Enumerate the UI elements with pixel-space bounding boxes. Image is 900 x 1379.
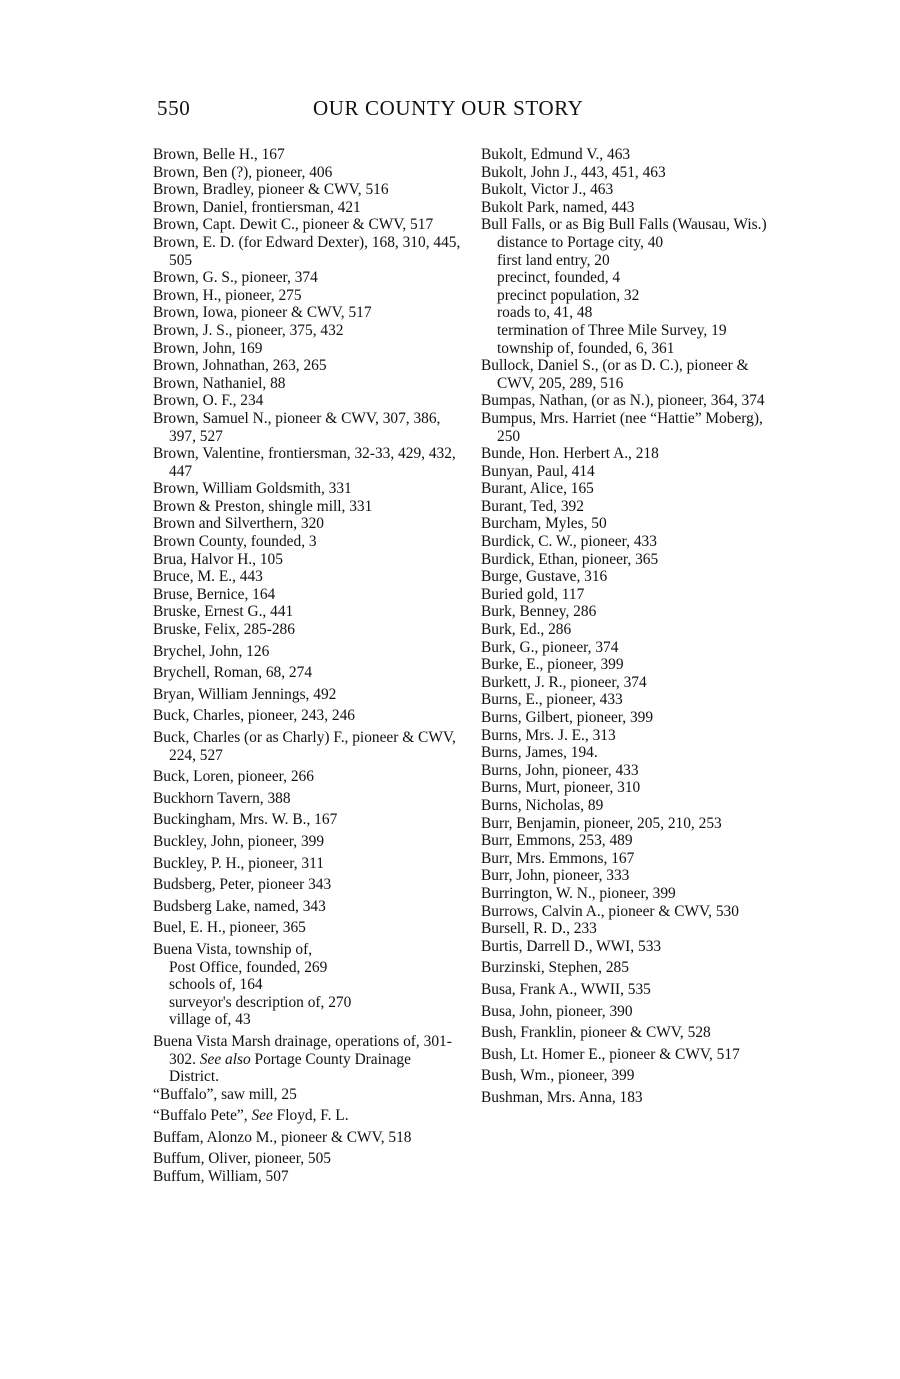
- index-entry: Brua, Halvor H., 105: [153, 550, 283, 568]
- index-entry: Brown, Samuel N., pioneer & CWV, 307, 386, 397, 527: [153, 409, 441, 445]
- index-entry: Buffam, Alonzo M., pioneer & CWV, 518: [153, 1128, 412, 1146]
- index-entry: Brown, William Goldsmith, 331: [153, 480, 352, 498]
- index-entry: Buena Vista Marsh drainage, operations of, 301-302. See also Portage County Drainage District.: [153, 1032, 452, 1086]
- index-entry: Brown, John, 169: [153, 339, 263, 357]
- index-entry: Burns, Murt, pioneer, 310: [481, 779, 641, 797]
- index-entry: Burcham, Myles, 50: [481, 515, 607, 533]
- index-entry: Bukolt, Edmund V., 463: [481, 146, 631, 163]
- index-entry: Brown and Silverthern, 320: [153, 515, 324, 533]
- index-entry: Burge, Gustave, 316: [481, 568, 608, 586]
- index-entry: Burns, James, 194.: [481, 744, 598, 762]
- index-entry: Burns, Mrs. J. E., 313: [481, 726, 616, 744]
- index-entry: “Buffalo Pete”, See Floyd, F. L.: [153, 1107, 349, 1125]
- index-entry: Buckley, P. H., pioneer, 311: [153, 854, 324, 872]
- index-subentry: schools of, 164: [169, 976, 263, 994]
- index-entry: Burdick, C. W., pioneer, 433: [481, 533, 657, 551]
- index-entry: Buel, E. H., pioneer, 365: [153, 919, 306, 937]
- index-entry: Budsberg Lake, named, 343: [153, 897, 326, 915]
- index-entry: Bursell, R. D., 233: [481, 920, 597, 938]
- index-entry: Bull Falls, or as Big Bull Falls (Wausau, Wis.): [481, 216, 767, 234]
- index-entry: Burk, Ed., 286: [481, 621, 572, 639]
- index-entry: Bushman, Mrs. Anna, 183: [481, 1088, 643, 1106]
- index-entry: Burdick, Ethan, pioneer, 365: [481, 550, 659, 568]
- index-entry: Bukolt Park, named, 443: [481, 198, 635, 216]
- index-entry: Bunde, Hon. Herbert A., 218: [481, 445, 659, 463]
- index-entry: Brown, Ben (?), pioneer, 406: [153, 163, 333, 181]
- index-entry: Brown, E. D. (for Edward Dexter), 168, 310, 445, 505: [153, 233, 461, 269]
- index-entry: Bukolt, John J., 443, 451, 463: [481, 163, 666, 181]
- index-entry: Bumpas, Nathan, (or as N.), pioneer, 364, 374: [481, 392, 765, 410]
- index-entry: Brychell, Roman, 68, 274: [153, 664, 313, 682]
- index-entry: Brown, G. S., pioneer, 374: [153, 269, 318, 287]
- index-entry: Burtis, Darrell D., WWI, 533: [481, 937, 662, 955]
- index-entry: Burkett, J. R., pioneer, 374: [481, 673, 647, 691]
- index-entry: Burns, Nicholas, 89: [481, 796, 604, 814]
- index-entry: Brown, H., pioneer, 275: [153, 286, 302, 304]
- index-entry: Buck, Charles, pioneer, 243, 246: [153, 707, 355, 725]
- index-entry: Buckingham, Mrs. W. B., 167: [153, 811, 338, 829]
- index-column-left: [153, 146, 463, 1186]
- index-entry: Burke, E., pioneer, 399: [481, 656, 624, 674]
- index-entry: Brown, Nathaniel, 88: [153, 374, 286, 392]
- index-entry: Buffum, William, 507: [153, 1168, 289, 1186]
- index-entry: Brown, Belle H., 167: [153, 146, 285, 163]
- index-entry: Buck, Loren, pioneer, 266: [153, 768, 314, 786]
- index-entry: Bush, Wm., pioneer, 399: [481, 1067, 635, 1085]
- index-entry: Bruske, Ernest G., 441: [153, 603, 294, 621]
- index-entry: Brown, Daniel, frontiersman, 421: [153, 198, 361, 216]
- index-entry: Buckley, John, pioneer, 399: [153, 832, 325, 850]
- index-entry: Buena Vista, township of,: [153, 940, 313, 958]
- index-entry: Buried gold, 117: [481, 585, 585, 603]
- index-entry: Bryan, William Jennings, 492: [153, 685, 337, 703]
- index-entry: Bush, Lt. Homer E., pioneer & CWV, 517: [481, 1045, 740, 1063]
- index-entry: Buck, Charles (or as Charly) F., pioneer & CWV, 224, 527: [153, 729, 456, 764]
- index-entry: Brown & Preston, shingle mill, 331: [153, 497, 373, 515]
- index-entry: Burr, Emmons, 253, 489: [481, 832, 633, 850]
- index-subentry: roads to, 41, 48: [497, 304, 593, 322]
- page-header: [157, 96, 637, 122]
- index-entry: Brown, Capt. Dewit C., pioneer & CWV, 517: [153, 216, 434, 234]
- index-entry: Bullock, Daniel S., (or as D. C.), pioneer & CWV, 205, 289, 516: [481, 357, 749, 392]
- index-entry: Bruce, M. E., 443: [153, 568, 263, 586]
- page-number: 550: [157, 96, 191, 120]
- index-subentry: distance to Portage city, 40: [497, 233, 664, 251]
- page-title: OUR COUNTY OUR STORY: [313, 96, 584, 120]
- index-entry: Brown, O. F., 234: [153, 392, 264, 410]
- index-entry: Burns, E., pioneer, 433: [481, 691, 623, 709]
- index-entry: Brown, Iowa, pioneer & CWV, 517: [153, 304, 372, 322]
- index-entry: Burns, Gilbert, pioneer, 399: [481, 709, 654, 726]
- index-entry: Burr, Mrs. Emmons, 167: [481, 849, 635, 867]
- index-entry: Bukolt, Victor J., 463: [481, 181, 614, 199]
- index-entry: Busa, Frank A., WWII, 535: [481, 980, 651, 998]
- index-entry: Brychel, John, 126: [153, 642, 270, 660]
- index-entry: Burns, John, pioneer, 433: [481, 761, 639, 779]
- index-entry: Buffum, Oliver, pioneer, 505: [153, 1150, 332, 1168]
- index-entry: Brown, Bradley, pioneer & CWV, 516: [153, 181, 389, 199]
- index-entry: Budsberg, Peter, pioneer 343: [153, 876, 332, 894]
- index-entry: Burzinski, Stephen, 285: [481, 959, 629, 977]
- index-entry: Burrows, Calvin A., pioneer & CWV, 530: [481, 902, 739, 920]
- index-entry: Busa, John, pioneer, 390: [481, 1002, 633, 1020]
- index-subentry: surveyor's description of, 270: [169, 993, 352, 1011]
- index-entry: Brown, Valentine, frontiersman, 32-33, 429, 432, 447: [153, 445, 456, 480]
- index-entry: “Buffalo”, saw mill, 25: [153, 1085, 297, 1103]
- index-entry: Burr, Benjamin, pioneer, 205, 210, 253: [481, 814, 722, 832]
- index-entry: Burant, Ted, 392: [481, 497, 584, 515]
- index-entry: Buckhorn Tavern, 388: [153, 789, 291, 807]
- index-entry: Burr, John, pioneer, 333: [481, 867, 630, 885]
- index-subentry: precinct population, 32: [497, 286, 640, 304]
- index-entry: Burant, Alice, 165: [481, 480, 594, 498]
- index-subentry: precinct, founded, 4: [497, 269, 621, 287]
- index-subentry: village of, 43: [169, 1011, 251, 1029]
- index-entry: Bruse, Bernice, 164: [153, 585, 276, 603]
- index-entry: Bush, Franklin, pioneer & CWV, 528: [481, 1024, 711, 1042]
- index-column-right: [481, 146, 789, 1106]
- index-entry: Brown County, founded, 3: [153, 533, 317, 551]
- index-entry: Bruske, Felix, 285-286: [153, 621, 295, 639]
- index-entry: Burk, G., pioneer, 374: [481, 638, 619, 656]
- index-subentry: Post Office, founded, 269: [169, 958, 328, 976]
- index-entry: Bunyan, Paul, 414: [481, 462, 595, 480]
- index-entry: Burk, Benney, 286: [481, 603, 597, 621]
- index-entry: Brown, Johnathan, 263, 265: [153, 357, 327, 375]
- index-entry: Brown, J. S., pioneer, 375, 432: [153, 321, 344, 339]
- index-subentry: termination of Three Mile Survey, 19: [497, 321, 727, 339]
- index-entry: Burrington, W. N., pioneer, 399: [481, 884, 676, 902]
- index-subentry: township of, founded, 6, 361: [497, 339, 675, 357]
- index-entry: Bumpus, Mrs. Harriet (nee “Hattie” Moberg), 250: [481, 409, 763, 445]
- index-subentry: first land entry, 20: [497, 251, 610, 269]
